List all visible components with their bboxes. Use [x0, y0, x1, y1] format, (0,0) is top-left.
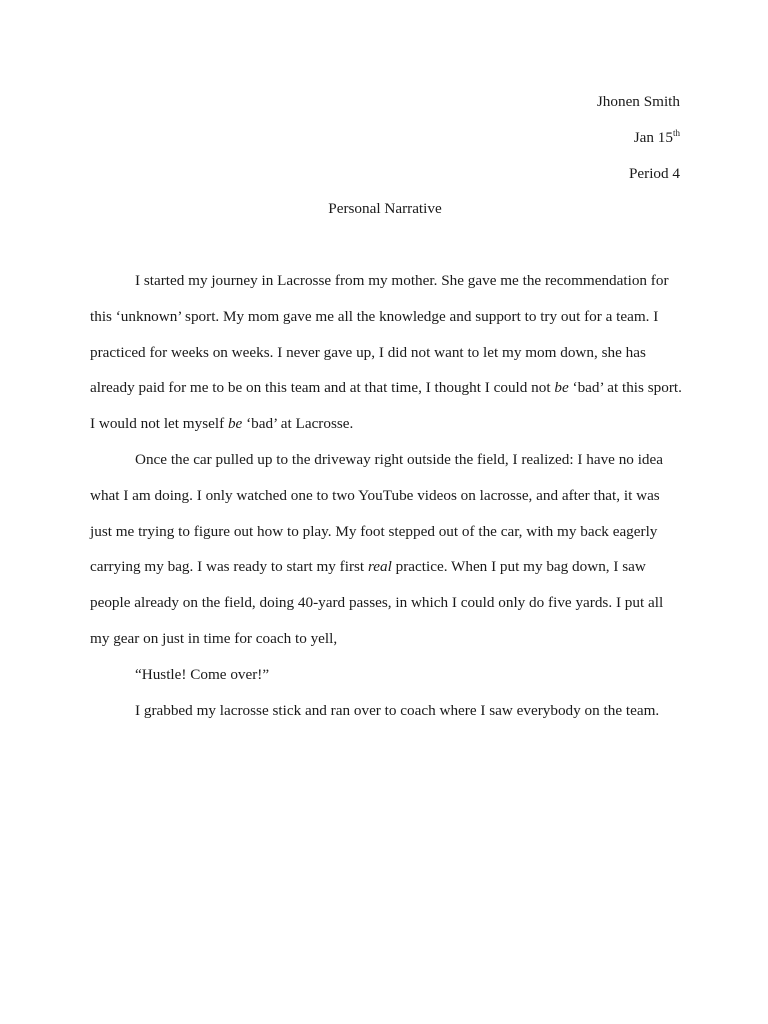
- paragraph-line: people already on the field, doing 40-yard passes, in which I could only do five yards. I put all: [90, 594, 664, 612]
- paragraph-2: [90, 442, 680, 657]
- italic-text: real: [367, 558, 392, 576]
- author-name: Jhonen Smith: [596, 93, 680, 110]
- text-run: practice. When I put my bag down, I saw: [391, 558, 646, 576]
- document-content: [90, 84, 680, 728]
- date-line: [90, 120, 680, 156]
- paragraph-4: I grabbed my lacrosse stick and ran over to coach where I saw everybody on the team.: [135, 701, 660, 719]
- paragraph-line: just me trying to figure out how to play. My foot stepped out of the car, with my back eagerly: [90, 522, 658, 540]
- paragraph-line: [90, 370, 680, 406]
- text-run: ‘bad’ at Lacrosse.: [242, 415, 354, 433]
- italic-text: be: [554, 379, 569, 397]
- dialogue-quote: “Hustle! Come over!”: [135, 665, 270, 683]
- paragraph-1: [90, 263, 680, 442]
- text-run: already paid for me to be on this team and at that time, I thought I could not: [90, 379, 555, 397]
- italic-text: be: [227, 415, 243, 433]
- text-run: carrying my bag. I was ready to start my first: [90, 558, 368, 576]
- class-period: Period 4: [628, 164, 680, 182]
- text-run: I would not let myself: [90, 415, 228, 433]
- paragraph-line: what I am doing. I only watched one to two YouTube videos on lacrosse, and after that, it was: [90, 486, 660, 504]
- document-title: Personal Narrative: [328, 200, 442, 218]
- paragraph-line: [90, 406, 680, 442]
- date-text: Jan 15: [633, 128, 673, 146]
- date-superscript: th: [672, 127, 680, 138]
- text-run: ‘bad’ at this sport.: [568, 379, 682, 397]
- paragraph-line: practiced for weeks on weeks. I never gave up, I did not want to let my mom down, she has: [90, 343, 646, 361]
- paragraph-line: [90, 549, 680, 585]
- paragraph-line: this ‘unknown’ sport. My mom gave me all the knowledge and support to try out for a team. I: [90, 307, 659, 325]
- blank-line: [90, 227, 680, 263]
- paragraph-line: Once the car pulled up to the driveway right outside the field, I realized: I have no idea: [135, 450, 663, 468]
- paragraph-line: my gear on just in time for coach to yell,: [90, 629, 338, 647]
- paragraph-line: I started my journey in Lacrosse from my mother. She gave me the recommendation for: [135, 271, 669, 289]
